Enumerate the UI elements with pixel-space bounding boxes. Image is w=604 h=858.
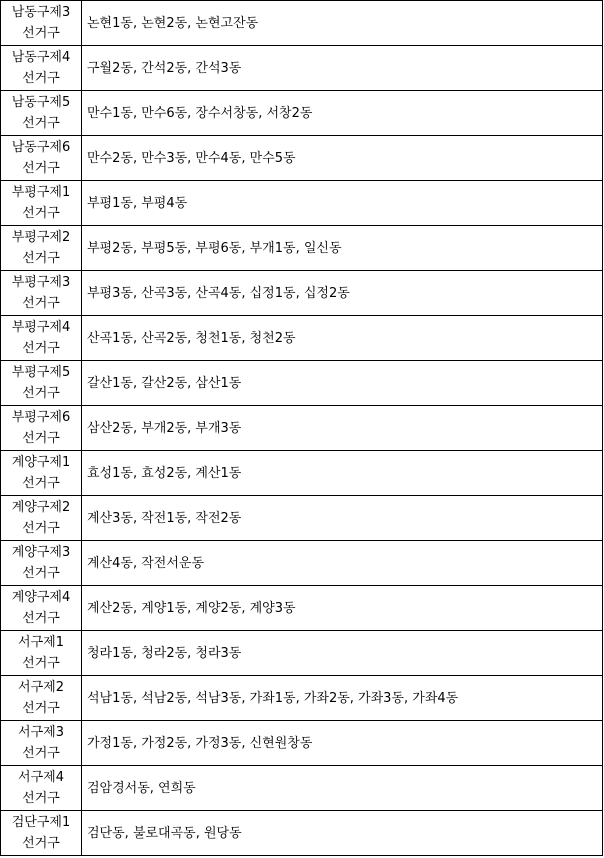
district-cell <box>1 451 82 496</box>
district-suffix: 선거구 <box>22 476 60 491</box>
district-cell <box>1 271 82 316</box>
district-name: 부평구제3 <box>11 275 71 290</box>
district-name: 검단구제1 <box>11 815 71 830</box>
table-row <box>1 721 603 766</box>
dong-list-cell: 부평1동, 부평4동 <box>82 181 603 226</box>
table-row <box>1 1 603 46</box>
district-name: 남동구제5 <box>11 95 71 110</box>
dong-list-cell: 청라1동, 청라2동, 청라3동 <box>82 631 603 676</box>
dong-list-cell: 논현1동, 논현2동, 논현고잔동 <box>82 1 603 46</box>
district-suffix: 선거구 <box>22 296 60 311</box>
district-suffix: 선거구 <box>22 521 60 536</box>
table-row <box>1 676 603 721</box>
district-suffix: 선거구 <box>22 206 60 221</box>
district-name: 계양구제1 <box>11 455 71 470</box>
district-cell <box>1 1 82 46</box>
district-cell <box>1 811 82 856</box>
table-row <box>1 406 603 451</box>
district-cell <box>1 631 82 676</box>
district-cell <box>1 316 82 361</box>
dong-list-cell: 만수2동, 만수3동, 만수4동, 만수5동 <box>82 136 603 181</box>
district-suffix: 선거구 <box>22 701 60 716</box>
dong-list-cell: 만수1동, 만수6동, 장수서창동, 서창2동 <box>82 91 603 136</box>
dong-list-cell: 석남1동, 석남2동, 석남3동, 가좌1동, 가좌2동, 가좌3동, 가좌4동 <box>82 676 603 721</box>
district-cell <box>1 136 82 181</box>
table-row <box>1 811 603 856</box>
dong-list-cell: 갈산1동, 갈산2동, 삼산1동 <box>82 361 603 406</box>
dong-list-cell: 계산2동, 계양1동, 계양2동, 계양3동 <box>82 586 603 631</box>
dong-list-cell: 부평3동, 산곡3동, 산곡4동, 십정1동, 십정2동 <box>82 271 603 316</box>
district-name: 부평구제2 <box>11 230 71 245</box>
district-suffix: 선거구 <box>22 71 60 86</box>
district-cell <box>1 541 82 586</box>
district-cell <box>1 361 82 406</box>
district-cell <box>1 676 82 721</box>
district-name: 서구제2 <box>18 680 64 695</box>
table-row <box>1 631 603 676</box>
dong-list-cell: 계산3동, 작전1동, 작전2동 <box>82 496 603 541</box>
district-cell <box>1 406 82 451</box>
district-name: 남동구제6 <box>11 140 71 155</box>
table-row <box>1 766 603 811</box>
dong-list-cell: 가정1동, 가정2동, 가정3동, 신현원창동 <box>82 721 603 766</box>
table-row <box>1 361 603 406</box>
district-cell <box>1 91 82 136</box>
district-suffix: 선거구 <box>22 836 60 851</box>
table-body <box>1 1 603 856</box>
table-row <box>1 181 603 226</box>
table-row <box>1 271 603 316</box>
district-cell <box>1 226 82 271</box>
dong-list-cell: 구월2동, 간석2동, 간석3동 <box>82 46 603 91</box>
district-suffix: 선거구 <box>22 341 60 356</box>
dong-list-cell: 검암경서동, 연희동 <box>82 766 603 811</box>
district-suffix: 선거구 <box>22 746 60 761</box>
table-row <box>1 316 603 361</box>
district-cell <box>1 46 82 91</box>
dong-list-cell: 검단동, 불로대곡동, 원당동 <box>82 811 603 856</box>
dong-list-cell: 계산4동, 작전서운동 <box>82 541 603 586</box>
table-row <box>1 91 603 136</box>
dong-list-cell: 산곡1동, 산곡2동, 청천1동, 청천2동 <box>82 316 603 361</box>
district-suffix: 선거구 <box>22 386 60 401</box>
dong-list-cell: 부평2동, 부평5동, 부평6동, 부개1동, 일신동 <box>82 226 603 271</box>
district-name: 부평구제6 <box>11 410 71 425</box>
table-row <box>1 226 603 271</box>
table-row <box>1 541 603 586</box>
district-suffix: 선거구 <box>22 161 60 176</box>
district-name: 부평구제4 <box>11 320 71 335</box>
district-cell <box>1 496 82 541</box>
district-cell <box>1 766 82 811</box>
district-suffix: 선거구 <box>22 566 60 581</box>
table-row <box>1 136 603 181</box>
district-name: 서구제4 <box>18 770 64 785</box>
district-name: 서구제3 <box>18 725 64 740</box>
district-name: 서구제1 <box>18 635 64 650</box>
district-name: 계양구제2 <box>11 500 71 515</box>
district-name: 계양구제4 <box>11 590 71 605</box>
dong-list-cell: 효성1동, 효성2동, 계산1동 <box>82 451 603 496</box>
district-suffix: 선거구 <box>22 791 60 806</box>
district-suffix: 선거구 <box>22 611 60 626</box>
district-suffix: 선거구 <box>22 656 60 671</box>
table-row <box>1 451 603 496</box>
district-cell <box>1 181 82 226</box>
district-suffix: 선거구 <box>22 251 60 266</box>
table-row <box>1 496 603 541</box>
district-name: 남동구제3 <box>11 5 71 20</box>
district-name: 남동구제4 <box>11 50 71 65</box>
district-name: 계양구제3 <box>11 545 71 560</box>
district-cell <box>1 721 82 766</box>
district-suffix: 선거구 <box>22 26 60 41</box>
district-name: 부평구제5 <box>11 365 71 380</box>
table-row <box>1 46 603 91</box>
table-row <box>1 586 603 631</box>
district-suffix: 선거구 <box>22 431 60 446</box>
district-name: 부평구제1 <box>11 185 71 200</box>
district-suffix: 선거구 <box>22 116 60 131</box>
district-cell <box>1 586 82 631</box>
dong-list-cell: 삼산2동, 부개2동, 부개3동 <box>82 406 603 451</box>
